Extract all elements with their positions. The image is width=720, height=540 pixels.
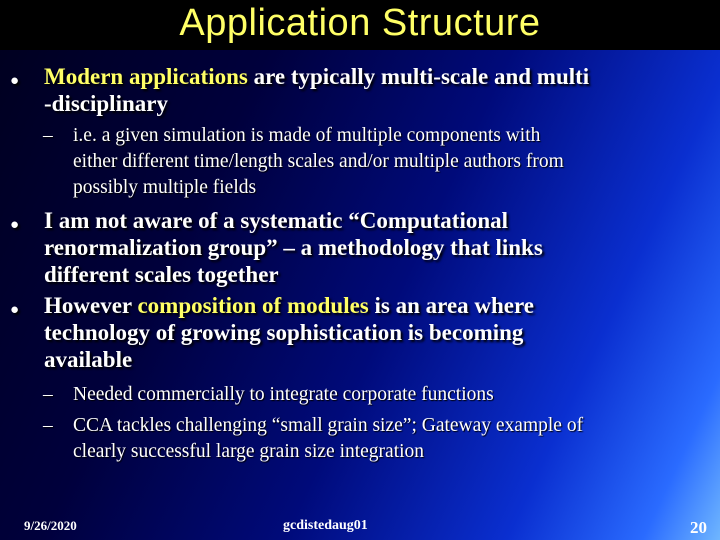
bullet-dot-icon: ● [10,73,20,89]
bullet-text: technology of growing sophistication is becoming [44,320,524,345]
subbullet-text: either different time/length scales and/or multiple authors from [73,151,564,172]
bullet-dot-icon: ● [10,217,20,233]
slide-title: Application Structure [179,2,541,44]
bullet-text: -disciplinary [44,91,168,116]
bullet-text: different scales together [44,262,279,287]
highlight-modern-applications: Modern applications [44,64,248,89]
footer-date: 9/26/2020 [24,518,77,533]
footer-center-label: gcdistedaug01 [283,518,368,533]
highlight-composition-of-modules: composition of modules [137,293,369,318]
subbullet-text: possibly multiple fields [73,177,257,198]
bullet-text: are typically multi-scale and multi [247,64,590,89]
dash-icon: – [43,125,53,146]
bullet-text: I am not aware of a systematic “Computational [44,208,509,233]
bullet-text: renormalization group” – a methodology that links [44,235,543,260]
bullet-text: However [44,293,138,318]
bullet-dot-icon: ● [10,302,20,318]
dash-icon: – [43,415,53,436]
subbullet-text: i.e. a given simulation is made of multiple components with [73,125,541,146]
subbullet-text: Needed commercially to integrate corporate functions [73,384,494,405]
bullet-text: is an area where [368,293,535,318]
subbullet-text: CCA tackles challenging “small grain size”; Gateway example of [73,415,584,436]
subbullet-text: clearly successful large grain size integration [73,441,425,462]
dash-icon: – [43,384,53,405]
bullet-text: available [44,347,133,372]
footer-page-number: 20 [690,518,707,537]
